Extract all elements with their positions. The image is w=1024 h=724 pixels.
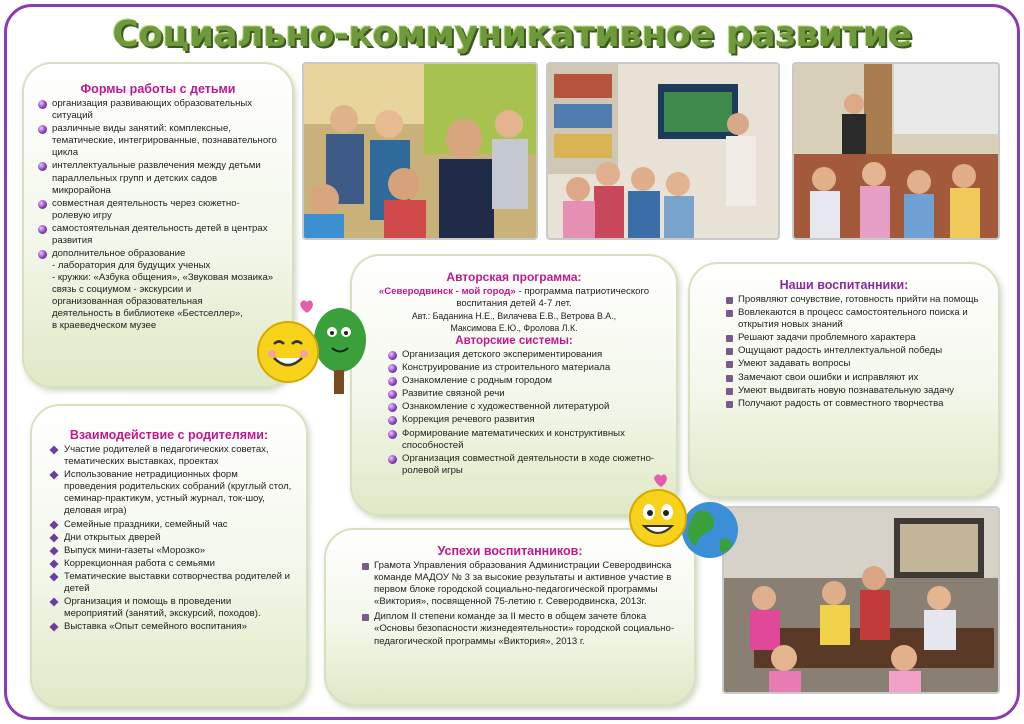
- bullet-icon: [49, 546, 58, 555]
- smiley-tree-illustration: [252, 292, 372, 402]
- smiley-globe-illustration: [624, 470, 744, 570]
- list-item: Развитие связной речи: [388, 388, 658, 400]
- list-item: Решают задачи проблемного характера: [726, 332, 982, 344]
- list-item: Вовлекаются в процесс самостоятельного поиска и открытия новых знаний: [726, 307, 982, 331]
- list-item: Проявляют сочувствие, готовность прийти на помощь: [726, 294, 982, 306]
- list-item: Грамота Управления образования Администрации Северодвинска команде МАДОУ № 3 за высокие результаты и активное участие в первом блоке городской социально-педагогической программы «Виктория», посвященной 75-летию г. Северодвинска, 2013г.: [362, 560, 678, 608]
- success-heading: Успехи воспитанников:: [437, 544, 583, 558]
- program-authors-1: Авт.: Баданина Н.Е., Вилачева Е.В., Ветрова В.А.,: [411, 311, 617, 321]
- program-description: [370, 286, 658, 310]
- bullet-icon: [726, 348, 733, 355]
- forms-list: [38, 98, 278, 332]
- list-item: Умеют выдвигать новую познавательную задачу: [726, 385, 982, 397]
- list-item: Ознакомление с художественной литературой: [388, 401, 658, 413]
- list-item: Конструирование из строительного материала: [388, 362, 658, 374]
- bullet-icon: [726, 401, 733, 408]
- bullet-icon: [38, 225, 47, 234]
- bullet-icon: [388, 455, 397, 464]
- bullet-icon: [49, 471, 58, 480]
- bullet-icon: [388, 377, 397, 386]
- list-item: Ощущают радость интеллектуальной победы: [726, 345, 982, 357]
- pupils-panel: [688, 262, 1000, 498]
- list-item: Замечают свои ошибки и исправляют их: [726, 372, 982, 384]
- list-item: Получают радость от совместного творчества: [726, 398, 982, 410]
- list-item: Формирование математических и конструктивных способностей: [388, 428, 658, 452]
- forms-heading: Формы работы с детьми: [80, 82, 236, 96]
- bullet-icon: [726, 310, 733, 317]
- bullet-icon: [49, 533, 58, 542]
- photo-museum-activity: [722, 506, 1000, 694]
- bullet-icon: [38, 200, 47, 209]
- program-authors-2: Максимова Е.Ю., Фролова Л.К.: [450, 323, 578, 333]
- list-item: Организация совместной деятельности в ходе сюжетно-ролевой игры: [388, 453, 658, 477]
- list-item: Диплом II степени команде за II место в общем зачете блока «Основы безопасности жизнедеятельности» городской социально-педагогической программы «Виктория», 2013 г.: [362, 611, 678, 647]
- list-item: Коррекция речевого развития: [388, 414, 658, 426]
- bullet-icon: [362, 614, 369, 621]
- list-item: Тематические выставки сотворчества родителей и детей: [50, 571, 292, 595]
- bullet-icon: [362, 563, 369, 570]
- bullet-icon: [49, 445, 58, 454]
- bullet-icon: [388, 364, 397, 373]
- list-item: Умеют задавать вопросы: [726, 358, 982, 370]
- list-item: Участие родителей в педагогических советах, тематических выставках, проектах: [50, 444, 292, 468]
- list-item: организация развивающих образовательных ситуаций: [38, 98, 278, 122]
- program-desc: - программа патриотического воспитания детей 4-7 лет.: [456, 286, 650, 309]
- list-item: Организация детского экспериментирования: [388, 349, 658, 361]
- bullet-icon: [38, 162, 47, 171]
- bullet-icon: [38, 125, 47, 134]
- bullet-icon: [388, 390, 397, 399]
- list-item: дополнительное образование - лаборатория для будущих ученых - кружки: «Азбука общения», «Звуковая мозаика» связь с социумом - экскурсии и организованная образовательная деятельность в библиотеке «Бестселлер», в краеведческом музее: [38, 248, 278, 332]
- pupils-heading: Наши воспитанники:: [779, 278, 909, 292]
- list-item: самостоятельная деятельность детей в центрах развития: [38, 223, 278, 247]
- bullet-icon: [49, 520, 58, 529]
- list-item: Выпуск мини-газеты «Морозко»: [50, 545, 292, 557]
- bullet-icon: [726, 375, 733, 382]
- photo-music-hall: [792, 62, 1000, 240]
- bullet-icon: [388, 416, 397, 425]
- list-item: интеллектуальные развлечения между детьми параллельных групп и детских садов микрорайона: [38, 160, 278, 196]
- bullet-icon: [49, 572, 58, 581]
- list-item: Коррекционная работа с семьями: [50, 558, 292, 570]
- photo-police-visit: [302, 62, 538, 240]
- list-item: Выставка «Опыт семейного воспитания»: [50, 621, 292, 633]
- parents-panel: [30, 404, 308, 708]
- list-item: различные виды занятий: комплексные, тематические, интегрированные, познавательного цикла: [38, 123, 278, 159]
- bullet-icon: [388, 351, 397, 360]
- bullet-icon: [726, 361, 733, 368]
- forms-extra-society: связь с социумом - экскурсии и организованная образовательная деятельность в библиотеке «Бестселлер», в краеведческом музее: [52, 284, 243, 332]
- list-item: Семейные праздники, семейный час: [50, 519, 292, 531]
- pupils-list: [726, 294, 982, 410]
- list-item: Дни открытых дверей: [50, 532, 292, 544]
- bullet-icon: [49, 623, 58, 632]
- forms-extra-clubs: - кружки: «Азбука общения», «Звуковая мозаика»: [52, 272, 274, 284]
- parents-list: [50, 444, 292, 633]
- list-item: Использование нетрадиционных форм проведения родительских собраний (круглый стол, семинар-практикум, устный журнал, ток-шоу, деловая игра): [50, 469, 292, 517]
- bullet-icon: [38, 100, 47, 109]
- bullet-icon: [388, 430, 397, 439]
- bullet-icon: [49, 559, 58, 568]
- photo-tv-lesson: [546, 62, 780, 240]
- bullet-icon: [388, 403, 397, 412]
- bullet-icon: [726, 297, 733, 304]
- bullet-icon: [726, 335, 733, 342]
- bullet-icon: [49, 598, 58, 607]
- success-list: [362, 560, 678, 648]
- program-name: «Северодвинск - мой город»: [378, 286, 516, 297]
- bullet-icon: [726, 388, 733, 395]
- list-item: Организация и помощь в проведении мероприятий (занятий, экскурсий, походов).: [50, 596, 292, 620]
- bullet-icon: [38, 250, 47, 259]
- page-title: Социально-коммуникативное развитие: [112, 14, 912, 55]
- parents-heading: Взаимодействие с родителями:: [69, 428, 269, 442]
- forms-extra-lab: - лаборатория для будущих ученых: [52, 260, 211, 272]
- systems-list: [388, 349, 658, 477]
- list-item: совместная деятельность через сюжетно-ролевую игру: [38, 198, 278, 222]
- list-item: Ознакомление с родным городом: [388, 375, 658, 387]
- systems-heading: Авторские системы:: [455, 335, 573, 347]
- program-heading: Авторская программа:: [446, 270, 582, 284]
